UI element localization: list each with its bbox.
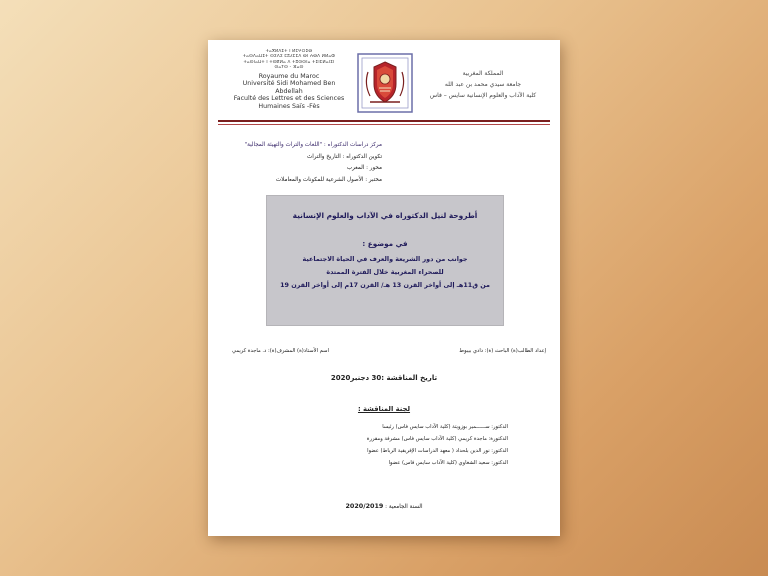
research-axis-line: محور : المغرب <box>346 165 382 172</box>
laboratory-line: مختبر : الأصول الشرعية للمكونات والمعاملات <box>275 176 382 183</box>
french-line: Royaume du Maroc <box>258 72 320 80</box>
university-emblem-icon <box>356 52 414 114</box>
thesis-title: أطروحة لنيل الدكتوراه في الآداب والعلوم الإنسانية <box>292 211 478 220</box>
committee-member: الدكتورة: ماجدة كريمي (كلية الآداب سايس فاس) مشرفة ومقررة <box>366 436 508 442</box>
subject-line: من ق11هـ إلى أواخر القرن 13 هـ/ القرن 17م إلى أواخر القرن 19 <box>280 281 490 289</box>
supervisor-name: اسم الأستاذ(ة) المشرف(ة): د. ماجدة كريمي <box>232 348 329 354</box>
subject-label: في موضوع : <box>362 239 408 248</box>
committee-member: الدكتور: ســــــمير بوزويتة (كلية الآداب سايس فاس) رئيسا <box>382 424 508 430</box>
academic-year-label: السنة الجامعية : <box>385 504 423 510</box>
arabic-header-line: المملكة المغربية <box>462 70 504 77</box>
tifinagh-line: ⵙⴰⵢⵙ - ⴼⴰⵙ <box>274 64 304 70</box>
arabic-header-line: كلية الآداب والعلوم الإنسانية سايس – فاس <box>429 92 537 99</box>
doctoral-program-info <box>232 140 382 186</box>
doctoral-training-line: تكوين الدكتوراه : التاريخ والتراث <box>306 153 382 160</box>
academic-year <box>208 502 560 510</box>
committee-members <box>268 421 508 469</box>
header-divider-thin <box>218 124 550 125</box>
committee-member: الدكتور: نور الدين بلحداد ( معهد الدراسات الإفريقية الرباط) عضوا <box>367 448 508 454</box>
defense-date: تاريخ المناقشة :30 دجنبر2020 <box>330 374 438 382</box>
french-line: Faculté des Lettres et des Sciences <box>233 95 345 103</box>
arabic-header-line: جامعة سيدي محمد بن عبد الله <box>444 81 522 88</box>
french-line: Université Sidi Mohamed Ben Abdellah <box>242 80 336 95</box>
french-line: Humaines Saïs -Fès <box>258 103 320 110</box>
french-header-lines <box>230 73 348 111</box>
committee-member: الدكتور: سعيد الشغاوي (كلية الآداب سايس فاس) عضوا <box>388 460 508 466</box>
thesis-cover-page <box>208 40 560 536</box>
subject-line: للصحراء المغربية خلال الفترة الممتدة <box>326 268 444 276</box>
thesis-title-box <box>266 195 504 326</box>
committee-title: لجنة المناقشة : <box>357 405 411 413</box>
tifinagh-line: ⵜⴰⵙⵏⴰⵡⵜ ⵏ ⵜⵙⴽⵍⴰ ⴷ ⵜⵓⵙⵙⵏⴰ ⵜⵉⵏⵎⵍⴰⵏⵉⵏ <box>243 58 335 64</box>
tifinagh-line: ⵜⴰⴳⵍⴷⵉⵜ ⵏ ⵍⵎⵖⵔⵉⴱ <box>265 48 313 53</box>
tifinagh-line: ⵜⴰⵙⴷⴰⵡⵉⵜ ⵙⵉⴷⵉ ⵎⵓⵃⵎⵎⴷ ⴱⵏ ⵄⴱⴷ ⵍⵍⴰⵀ <box>242 53 336 59</box>
academic-year-value: 2020/2019 <box>345 502 384 510</box>
university-header-french <box>230 48 348 111</box>
doctoral-center-line: مركز دراسات الدكتوراه : "اللغات والتراث والتهيئة المجالية" <box>244 142 382 148</box>
header-divider <box>218 120 550 122</box>
subject-line: جوانب من دور الشريعة والعرف في الحياة الاجتماعية <box>302 255 468 263</box>
university-header-arabic <box>418 68 548 101</box>
student-name: إعداد الطالب(ة) الباحث (ة): دادي بيبوط <box>459 348 546 354</box>
